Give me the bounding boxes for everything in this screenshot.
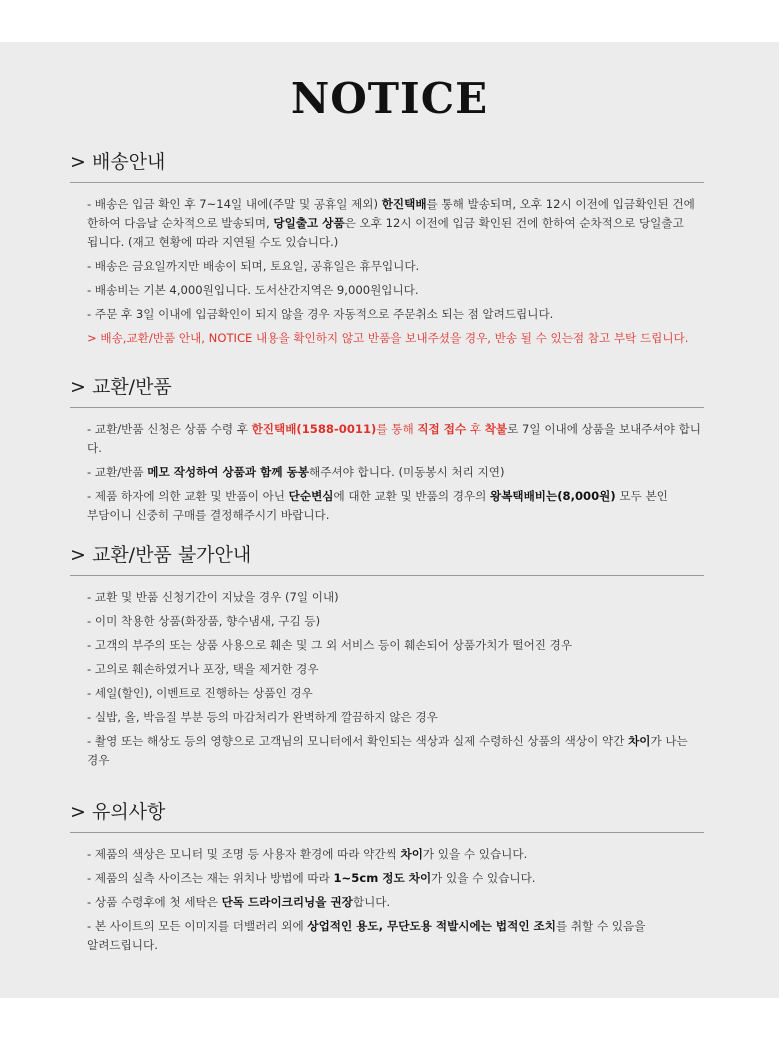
list-item (87, 463, 704, 482)
unavailable-section (70, 543, 704, 775)
text: 한하여 다음날 순차적으로 발송되며, (87, 216, 274, 230)
text: 됩니다. (재고 현황에 따라 지연될 수도 있습니다.) (87, 235, 339, 249)
caution-section (70, 800, 704, 960)
warning-note: > 배송,교환/반품 안내, NOTICE 내용을 확인하지 않고 반품을 보내주셨을 경우, 반송 될 수 있는점 참고 부탁 드립니다. (87, 331, 689, 345)
highlight: 한진택배(1588-0011) (251, 422, 377, 436)
text: 가 있을 수 있습니다. (431, 871, 536, 885)
highlight: 차이 (628, 734, 651, 748)
text: 모두 본인 (615, 489, 668, 503)
highlight: 한진택배 (381, 197, 427, 211)
highlight: 차이 (400, 847, 423, 861)
text: 에 대한 교환 및 반품의 경우의 (333, 489, 490, 503)
text: 부담이니 신중히 구매를 결정해주시기 바랍니다. (87, 508, 330, 522)
highlight: 메모 작성하여 상품과 함께 동봉 (147, 465, 310, 479)
text: - 촬영 또는 해상도 등의 영향으로 고객님의 모니터에서 확인되는 색상과 실제 수령하신 상품의 색상이 약간 (87, 734, 629, 748)
highlight: 착불 (484, 422, 508, 436)
list-item (87, 869, 704, 888)
list-item (87, 420, 704, 458)
page-title: NOTICE (290, 74, 489, 123)
list-item: - 배송은 금요일까지만 배송이 되며, 토요일, 공휴일은 휴무입니다. (87, 259, 420, 273)
shipping-section (70, 150, 704, 353)
list-item: - 교환 및 반품 신청기간이 지났을 경우 (7일 이내) (87, 590, 339, 604)
list-item (87, 893, 704, 912)
section-heading: > 유의사항 (70, 800, 704, 833)
list-item (87, 195, 704, 252)
section-heading: > 교환/반품 불가안내 (70, 543, 704, 576)
list-item: - 실밥, 올, 박음질 부분 등의 마감처리가 완벽하게 깔끔하지 않은 경우 (87, 710, 438, 724)
text: 은 오후 12시 이전에 입금 확인된 건에 한하여 순차적으로 당일출고 (344, 216, 684, 230)
section-heading: > 배송안내 (70, 150, 704, 183)
text: - 교환/반품 신청은 상품 수령 후 (87, 422, 252, 436)
text: 가 나는 (650, 734, 688, 748)
list-item (87, 487, 704, 525)
highlight: 1~5cm 정도 차이 (333, 871, 432, 885)
list-item (87, 845, 704, 864)
text: - 상품 수령후에 첫 세탁은 (87, 895, 222, 909)
text: - 제품 하자에 의한 교환 및 반품이 아닌 (87, 489, 289, 503)
text: - 본 사이트의 모든 이미지를 더밸러리 외에 (87, 919, 308, 933)
list-item (87, 917, 704, 955)
text: 후 (466, 422, 485, 436)
list-item: - 고의로 훼손하였거나 포장, 택을 제거한 경우 (87, 662, 319, 676)
highlight: 직접 접수 (417, 422, 467, 436)
exchange-section (70, 375, 704, 530)
highlight: 단독 드라이크리닝을 권장 (221, 895, 353, 909)
list-item: - 고객의 부주의 또는 상품 사용으로 훼손 및 그 외 서비스 등이 훼손되어 상품가치가 떨어진 경우 (87, 638, 573, 652)
text: 를 취할 수 있음을 (555, 919, 646, 933)
text: 를 통해 (376, 422, 418, 436)
highlight: 상업적인 용도, 무단도용 적발시에는 법적인 조치 (307, 919, 556, 933)
text: 경우 (87, 753, 110, 767)
list-item (87, 732, 704, 770)
text: 합니다. (352, 895, 391, 909)
text: - 제품의 실측 사이즈는 재는 위치나 방법에 따라 (87, 871, 334, 885)
highlight: 단순변심 (288, 489, 334, 503)
highlight: 왕복택배비는(8,000원) (490, 489, 616, 503)
text: 를 통해 발송되며, 오후 12시 이전에 입금확인된 건에 (426, 197, 695, 211)
text: 해주셔야 합니다. (미동봉시 처리 지연) (309, 465, 505, 479)
text: - 제품의 색상은 모니터 및 조명 등 사용자 환경에 따라 약간씩 (87, 847, 401, 861)
list-item: - 배송비는 기본 4,000원입니다. 도서산간지역은 9,000원입니다. (87, 283, 419, 297)
text: 가 있을 수 있습니다. (422, 847, 528, 861)
highlight: 당일출고 상품 (273, 216, 345, 230)
text: 알려드립니다. (87, 938, 158, 952)
list-item: - 주문 후 3일 이내에 입금확인이 되지 않을 경우 자동적으로 주문취소 되는 점 알려드립니다. (87, 307, 554, 321)
section-heading: > 교환/반품 (70, 375, 704, 408)
list-item: - 세일(할인), 이벤트로 진행하는 상품인 경우 (87, 686, 313, 700)
text: - 배송은 입금 확인 후 7~14일 내에(주말 및 공휴일 제외) (87, 197, 382, 211)
text: - 교환/반품 (87, 465, 148, 479)
list-item: - 이미 착용한 상품(화장품, 향수냄새, 구김 등) (87, 614, 321, 628)
text: 로 7일 이내에 상품을 보내주셔야 합니다. (87, 422, 701, 455)
